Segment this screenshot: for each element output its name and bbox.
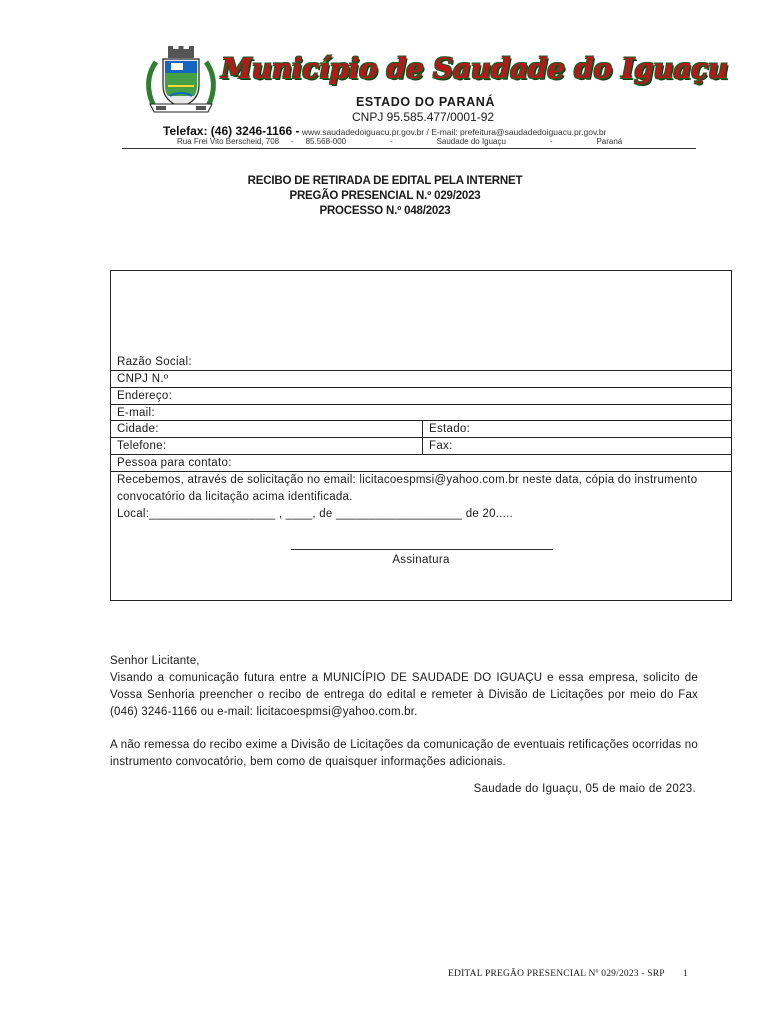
razao-social-field[interactable]: Razão Social: — [117, 356, 192, 368]
footer-text: EDITAL PREGÃO PRESENCIAL Nº 029/2023 - SRP — [448, 969, 665, 979]
estado-field[interactable]: Estado: — [429, 423, 471, 435]
document-title — [0, 174, 770, 219]
contato-field[interactable]: Pessoa para contato: — [111, 454, 731, 471]
endereco-field[interactable]: Endereço: — [111, 387, 731, 404]
header-phone: Telefax: (46) 3246-1166 - — [163, 124, 300, 138]
paragraph-1: Visando a comunicação futura entre a MUNICÍPIO DE SAUDADE DO IGUAÇU e essa empresa, solicito de Vossa Senhoria preencher o recibo de entrega do edital e remeter à Divisão de Licitações por meio do Fax (046) 3246-1166 ou e-mail: licitacoespmsi@yahoo.com.br. — [110, 672, 698, 718]
address-city: Saudade do Iguaçu — [436, 137, 506, 146]
address-separator: - — [549, 137, 553, 146]
title-line-1: RECIBO DE RETIRADA DE EDITAL PELA INTERNET — [247, 175, 523, 187]
address-separator: - — [291, 137, 294, 146]
fax-field[interactable]: Fax: — [429, 440, 453, 452]
telefone-field[interactable]: Telefone: — [111, 437, 731, 454]
letter-body — [110, 653, 698, 771]
title-line-3: PROCESSO N.º 048/2023 — [319, 205, 451, 217]
page-number: 1 — [683, 969, 688, 979]
cnpj-field[interactable]: CNPJ N.º — [111, 370, 731, 387]
address-separator: - — [389, 137, 393, 146]
date-line: Saudade do Iguaçu, 05 de maio de 2023. — [473, 783, 696, 795]
paragraph-2: A não remessa do recibo exime a Divisão de Licitações da comunicação de eventuais retificações ocorridas no instrumento convocatório, bem como de quaisquer informações adicionais. — [110, 739, 698, 768]
email-field[interactable]: E-mail: — [111, 404, 731, 421]
municipal-coat-of-arms-icon — [144, 46, 218, 116]
header-cnpj: CNPJ 95.585.477/0001-92 — [352, 110, 495, 124]
receipt-text: Recebemos, através de solicitação no email: licitacoespmsi@yahoo.com.br neste data, cópia do instrumento convocatório da licitação acima identificada. — [117, 474, 698, 503]
signature-line[interactable] — [291, 549, 553, 550]
column-divider — [422, 420, 423, 454]
page-footer — [448, 969, 688, 979]
address-street: Rua Frei Vito Berscheid, 708 — [177, 137, 280, 146]
receipt-statement — [117, 472, 723, 523]
receipt-form — [110, 270, 732, 601]
municipality-title: Município de Saudade do Iguaçu — [221, 52, 728, 85]
cidade-field[interactable]: Cidade: — [111, 420, 731, 437]
header-divider — [122, 148, 696, 149]
state-name: ESTADO DO PARANÁ — [356, 95, 496, 109]
address-state: Paraná — [596, 137, 623, 146]
header-web-email: www.saudadedoiguacu.pr.gov.br / E-mail: prefeitura@saudadedoiguacu.pr.gov.br — [301, 127, 607, 137]
local-date-line[interactable]: Local:___________________ , ____, de ___________________ de 20..... — [117, 508, 513, 520]
salutation: Senhor Licitante, — [110, 655, 200, 667]
address-line — [177, 137, 622, 146]
letterhead — [0, 0, 770, 160]
contact-line — [163, 124, 607, 138]
title-line-2: PREGÃO PRESENCIAL N.º 029/2023 — [289, 190, 481, 202]
address-zip: 85.568-000 — [305, 137, 347, 146]
signature-label: Assinatura — [392, 554, 450, 566]
